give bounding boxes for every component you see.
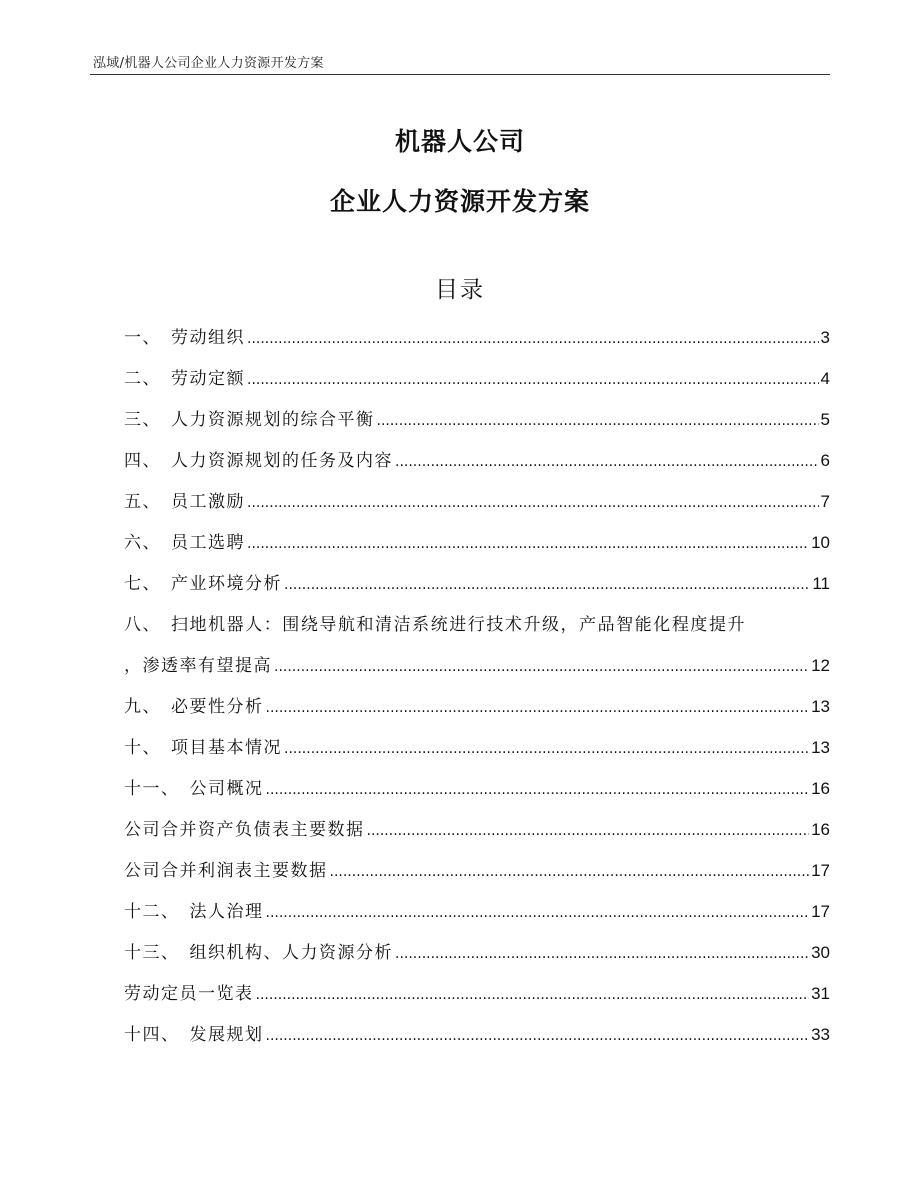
toc-leader-dots [274,650,809,684]
toc-entry-label: 必要性分析 [171,697,264,717]
toc-entry-number: 一、 [124,328,161,348]
toc-entry-label: 人力资源规划的综合平衡 [171,410,375,430]
toc-entry-5[interactable] [124,485,830,526]
toc-entry-number: 十二、 [124,902,180,922]
toc-entry-page: 11 [812,574,830,593]
toc-leader-dots [395,937,809,971]
toc-entry-number: 五、 [124,492,161,512]
toc-entry-page: 6 [820,451,830,470]
toc-entry-number: 十一、 [124,779,180,799]
toc-entry-page: 12 [811,656,830,675]
toc-leader-dots [266,773,810,807]
toc-entry-page: 16 [811,779,830,798]
toc-entry-number: 九、 [124,697,161,717]
toc-entry-page: 33 [811,1025,830,1044]
toc-entry-page: 30 [811,943,830,962]
toc-entry-label: 公司合并资产负债表主要数据 [124,820,365,840]
toc-entry-number: 十、 [124,738,161,758]
document-title: 机器人公司 [394,127,525,156]
toc-entry-8-line-1[interactable] [124,608,830,649]
toc-entry-10[interactable] [124,731,830,772]
toc-entry-page: 4 [820,369,830,388]
toc-leader-dots [266,896,810,930]
toc-entry-label: 劳动定额 [171,369,245,389]
toc-leader-dots [247,363,819,397]
toc-entry-label: 组织机构、人力资源分析 [189,943,393,963]
toc-entry-4[interactable] [124,444,830,485]
toc-entry-label: 项目基本情况 [171,738,282,758]
toc-entry-9[interactable] [124,690,830,731]
toc-entry-label: 产业环境分析 [171,574,282,594]
toc-entry-label: 员工选聘 [171,533,245,553]
toc-entry-page: 10 [811,533,830,552]
toc-leader-dots [266,691,810,725]
toc-entry-page: 31 [811,984,830,1003]
toc-entry-3[interactable] [124,403,830,444]
toc-entry-income-statement[interactable] [124,854,830,895]
toc-leader-dots [284,568,810,602]
header-divider [90,74,830,75]
toc-leader-dots [247,527,809,561]
toc-entry-page: 13 [811,697,830,716]
toc-entry-label: 劳动定员一览表 [124,984,254,1004]
toc-entry-label: 发展规划 [189,1025,264,1045]
toc-entry-label: 公司概况 [189,779,264,799]
toc-entry-6[interactable] [124,526,830,567]
toc-entry-page: 16 [811,820,830,839]
toc-entry-page: 17 [811,861,830,880]
toc-entry-page: 17 [811,902,830,921]
toc-leader-dots [367,814,810,848]
toc-entry-number: 十三、 [124,943,180,963]
toc-entry-label: 人力资源规划的任务及内容 [171,451,393,471]
toc-leader-dots [395,445,819,479]
toc-entry-2[interactable] [124,362,830,403]
toc-entry-staffing-table[interactable] [124,977,830,1018]
toc-entry-12[interactable] [124,895,830,936]
toc-entry-8-line-2[interactable] [124,649,830,690]
toc-leader-dots [256,978,810,1012]
table-of-contents [124,321,830,1059]
toc-entry-11[interactable] [124,772,830,813]
toc-entry-14[interactable] [124,1018,830,1059]
toc-entry-7[interactable] [124,567,830,608]
toc-entry-page: 5 [820,410,830,429]
toc-entry-number: 六、 [124,533,161,553]
toc-entry-page: 13 [811,738,830,757]
toc-entry-number: 三、 [124,410,161,430]
toc-entry-1[interactable] [124,321,830,362]
toc-entry-13[interactable] [124,936,830,977]
toc-entry-page: 7 [820,492,830,511]
toc-entry-number: 四、 [124,451,161,471]
toc-entry-label: 员工激励 [171,492,245,512]
toc-leader-dots [247,322,819,356]
toc-entry-number: 八、 [124,615,161,635]
toc-entry-label: 法人治理 [189,902,264,922]
toc-heading: 目录 [435,277,485,303]
toc-entry-number: 七、 [124,574,161,594]
document-subtitle: 企业人力资源开发方案 [329,187,590,216]
toc-leader-dots [284,732,809,766]
toc-leader-dots [266,1019,810,1053]
toc-entry-page: 3 [820,328,830,347]
toc-entry-label: 劳动组织 [171,328,245,348]
toc-entry-label: 扫地机器人：围绕导航和清洁系统进行技术升级，产品智能化程度提升 [171,615,747,635]
toc-entry-label: 公司合并利润表主要数据 [124,861,328,881]
toc-entry-label-continuation: ，渗透率有望提高 [124,656,272,676]
toc-entry-number: 十四、 [124,1025,180,1045]
toc-entry-balance-sheet[interactable] [124,813,830,854]
toc-leader-dots [377,404,819,438]
toc-entry-number: 二、 [124,369,161,389]
toc-leader-dots [247,486,819,520]
toc-leader-dots [330,855,810,889]
running-header: 泓域/机器人公司企业人力资源开发方案 [93,56,324,71]
